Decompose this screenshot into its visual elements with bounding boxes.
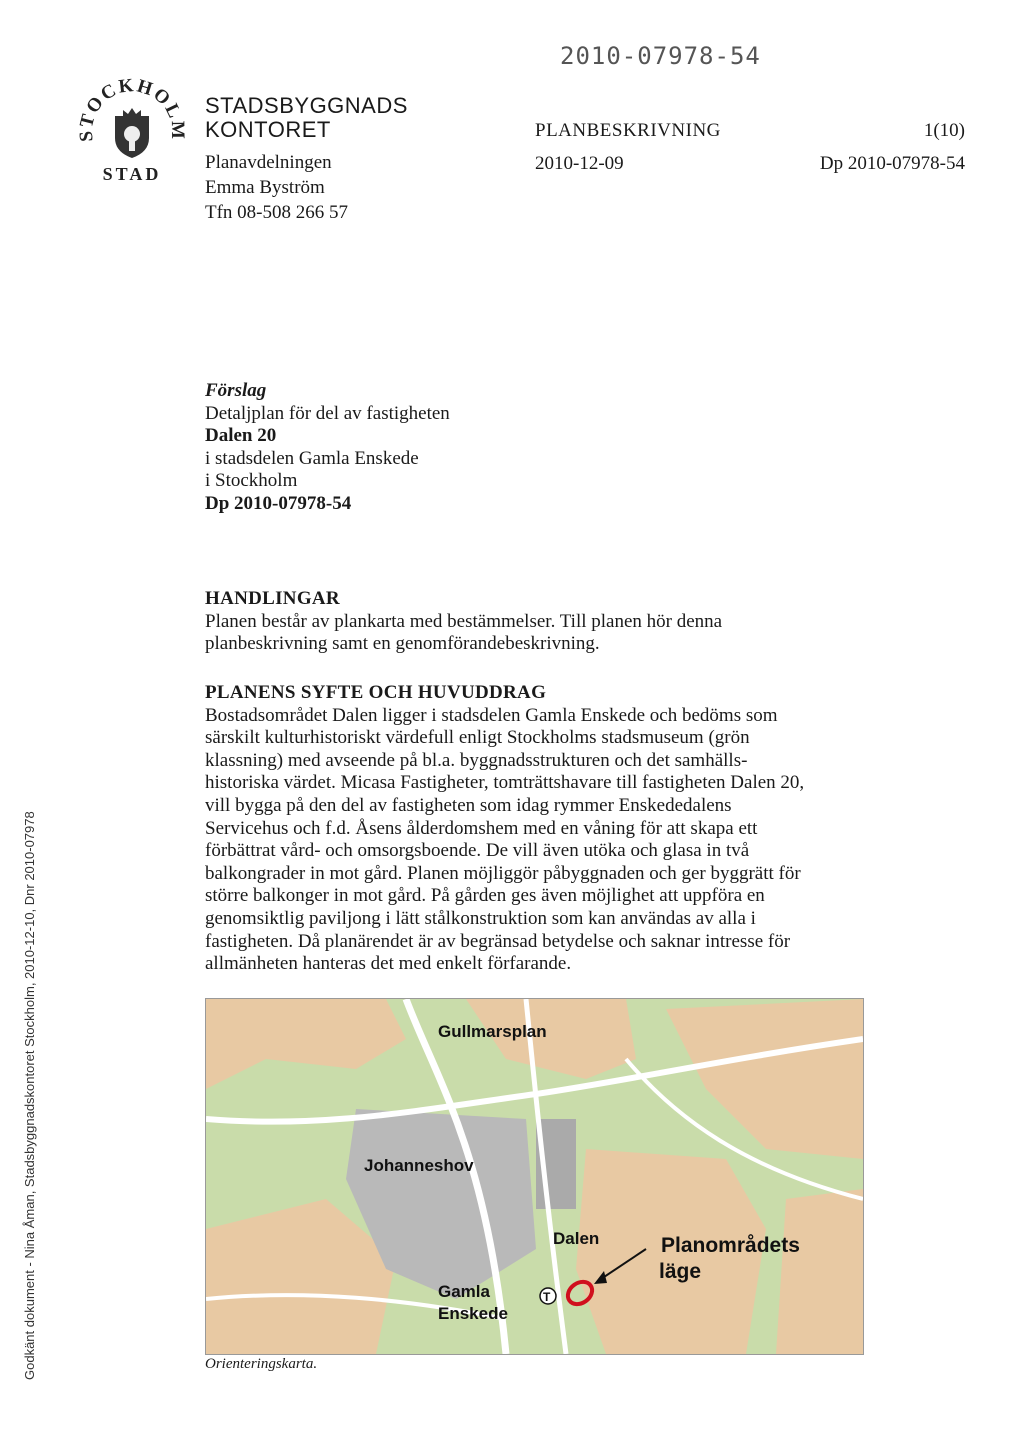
paragraph-line: balkongrader in mot gård. Planen möjliggör påbyggnaden och ger byggrätt för xyxy=(205,862,801,884)
approval-side-note: Godkänt dokument - Nina Åman, Stadsbyggnadskontoret Stockholm, 2010-12-10, Dnr 2010-07978 xyxy=(22,811,37,1380)
paragraph-line: Bostadsområdet Dalen ligger i stadsdelen Gamla Enskede och bedöms som xyxy=(205,704,778,726)
organization-name xyxy=(205,94,408,142)
svg-text:STOCKHOLMS: STOCKHOLM xyxy=(75,74,189,143)
paragraph-line: Planen består av plankarta med bestämmelser. Till planen hör denna xyxy=(205,610,723,632)
registration-stamp: 2010-07978-54 xyxy=(560,42,761,70)
org-line-1: STADSBYGGNADS xyxy=(205,93,408,118)
map-label-planomradets: Planområdets xyxy=(661,1234,800,1257)
purpose-heading: PLANENS SYFTE OCH HUVUDDRAG xyxy=(205,682,547,703)
proposal-label: Förslag xyxy=(205,380,267,401)
contact-phone: Tfn 08-508 266 57 xyxy=(205,202,349,223)
org-line-2: KONTORET xyxy=(205,117,331,142)
document-date: 2010-12-09 xyxy=(535,153,624,174)
paragraph-line: klassning) med avseende på bl.a. byggnadsstrukturen och det samhälls- xyxy=(205,749,748,771)
contact-block xyxy=(205,150,348,225)
residential-area xyxy=(776,1189,863,1354)
map-caption: Orienteringskarta. xyxy=(205,1356,318,1372)
proposal-line: i stadsdelen Gamla Enskede xyxy=(205,447,419,469)
svg-text:STAD: STAD xyxy=(102,164,162,184)
documents-section xyxy=(205,588,845,656)
paragraph-line: vill bygga på den del av fastigheten som idag rymmer Enskededalens xyxy=(205,794,732,816)
paragraph-line: historiska värdet. Micasa Fastigheter, tomträttshavare till fastigheten Dalen 20, xyxy=(205,772,805,794)
paragraph-line: genomsiktlig paviljong i lätt stålkonstruktion som kan användas av alla i xyxy=(205,907,756,929)
diary-number: Dp 2010-07978-54 xyxy=(819,153,965,174)
paragraph-line: Servicehus och f.d. Åsens ålderdomshem med en våning för att skapa ett xyxy=(205,817,758,839)
map-label-dalen: Dalen xyxy=(553,1229,600,1248)
map-label-lage: läge xyxy=(659,1260,702,1283)
metro-icon-label: T xyxy=(543,1290,551,1304)
document-type: PLANBESKRIVNING xyxy=(535,120,721,141)
purpose-section xyxy=(205,682,845,976)
paragraph-line: särskilt kulturhistoriskt värdefull enligt Stockholms stadsmuseum (grön xyxy=(205,727,750,749)
map-label-gamla: Gamla xyxy=(438,1282,490,1301)
map-label-enskede: Enskede xyxy=(438,1304,508,1323)
proposal-block xyxy=(205,380,845,516)
orientation-map xyxy=(205,998,864,1355)
paragraph-line: fastigheten. Då planärendet är av begränsad betydelse och saknar intresse för xyxy=(205,930,791,952)
proposal-line: i Stockholm xyxy=(205,470,298,492)
contact-name: Emma Byström xyxy=(205,177,325,198)
paragraph-line: större balkonger in mot gård. På gården ges även möjlighet att uppföra en xyxy=(205,885,765,907)
property-name: Dalen 20 xyxy=(205,425,277,447)
map-label-gullmarsplan: Gullmarsplan xyxy=(438,1022,547,1041)
proposal-dnr: Dp 2010-07978-54 xyxy=(205,492,352,514)
department: Planavdelningen xyxy=(205,152,332,173)
paragraph-line: planbeskrivning samt en genomförandebeskrivning. xyxy=(205,633,600,655)
proposal-line: Detaljplan för del av fastigheten xyxy=(205,402,450,424)
stockholm-seal-logo xyxy=(72,70,192,190)
paragraph-line: förbättrat vård- och omsorgsboende. De vill även utöka och glasa in två xyxy=(205,840,750,862)
documents-heading: HANDLINGAR xyxy=(205,588,340,609)
paragraph-line: allmänheten hanteras det med enkelt förfarande. xyxy=(205,953,572,975)
map-label-johanneshov: Johanneshov xyxy=(364,1156,474,1175)
page-number: 1(10) xyxy=(923,120,965,141)
